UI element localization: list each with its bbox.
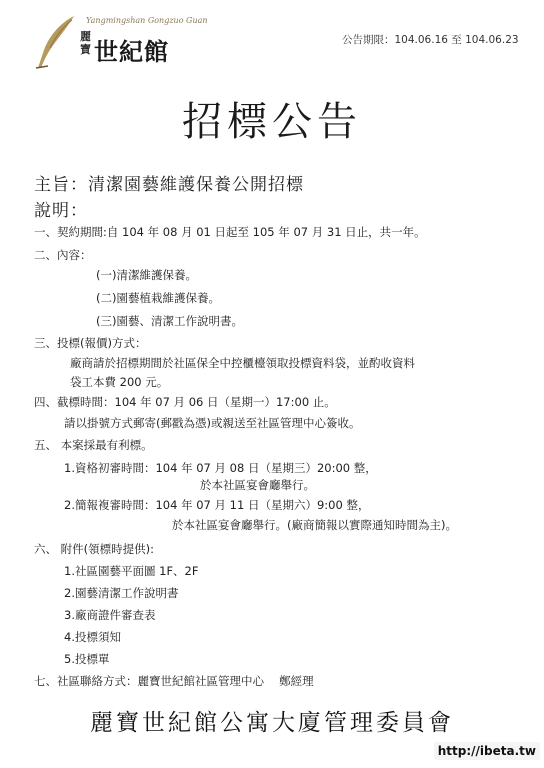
attachment-5: 5.投標單 bbox=[64, 652, 110, 666]
section-7: 七、社區聯絡方式：麗寶世紀館社區管理中心 鄭經理 bbox=[34, 674, 314, 688]
logo-script: Yangmingshan Gongzuo Guan bbox=[86, 16, 208, 25]
attachment-2: 2.園藝清潔工作說明書 bbox=[64, 586, 179, 600]
section-5: 五、 本案採最有利標。 bbox=[34, 438, 153, 452]
section-5-item-1-venue: 於本社區宴會廳舉行。 bbox=[200, 478, 315, 492]
notice-period: 公告期限：104.06.16 至 104.06.23 bbox=[342, 34, 519, 46]
subject: 主旨：清潔園藝維護保養公開招標 bbox=[34, 175, 304, 195]
section-2-item-1: (一)清潔維護保養。 bbox=[96, 268, 197, 282]
attachment-4: 4.投標須知 bbox=[64, 630, 121, 644]
section-6: 六、 附件(領標時提供): bbox=[34, 542, 155, 556]
section-3: 三、投標(報價)方式： bbox=[34, 336, 147, 350]
footer-committee: 麗寶世紀館公寓大廈管理委員會 bbox=[90, 710, 454, 736]
section-4: 四、截標時間：104 年 07 月 06 日（星期一）17:00 止。 bbox=[34, 395, 336, 409]
explain-label: 說明： bbox=[34, 201, 88, 221]
page-title: 招標公告 bbox=[182, 99, 362, 145]
section-1: 一、契約期間:自 104 年 08 月 01 日起至 105 年 07 月 31 日止，共一年。 bbox=[34, 225, 426, 239]
section-3-text-1: 廠商請於招標期間於社區保全中控櫃檯領取投標資料袋，並酌收資料 bbox=[70, 356, 415, 370]
attachment-1: 1.社區園藝平面圖 1F、2F bbox=[64, 564, 199, 578]
section-2-item-3: (三)園藝、清潔工作說明書。 bbox=[96, 314, 243, 328]
attachment-3: 3.廠商證件審查表 bbox=[64, 608, 156, 622]
section-5-item-1: 1.資格初審時間：104 年 07 月 08 日（星期三）20:00 整， bbox=[64, 461, 377, 475]
section-5-item-2: 2.簡報複審時間：104 年 07 月 11 日（星期六）9:00 整， bbox=[64, 498, 370, 512]
logo-small-text: 麗寶 bbox=[80, 30, 91, 56]
section-3-text-2: 袋工本費 200 元。 bbox=[70, 375, 169, 389]
watermark: http://ibeta.tw bbox=[434, 742, 540, 760]
logo-big-text: 世紀館 bbox=[94, 37, 169, 66]
quill-icon bbox=[34, 14, 78, 70]
logo bbox=[34, 12, 208, 70]
section-2: 二、內容： bbox=[34, 248, 92, 262]
section-4-text: 請以掛號方式郵寄(郵戳為憑)或親送至社區管理中心簽收。 bbox=[64, 416, 361, 430]
section-2-item-2: (二)園藝植栽維護保養。 bbox=[96, 291, 220, 305]
section-5-item-2-venue: 於本社區宴會廳舉行。(廠商簡報以實際通知時間為主)。 bbox=[172, 518, 457, 532]
